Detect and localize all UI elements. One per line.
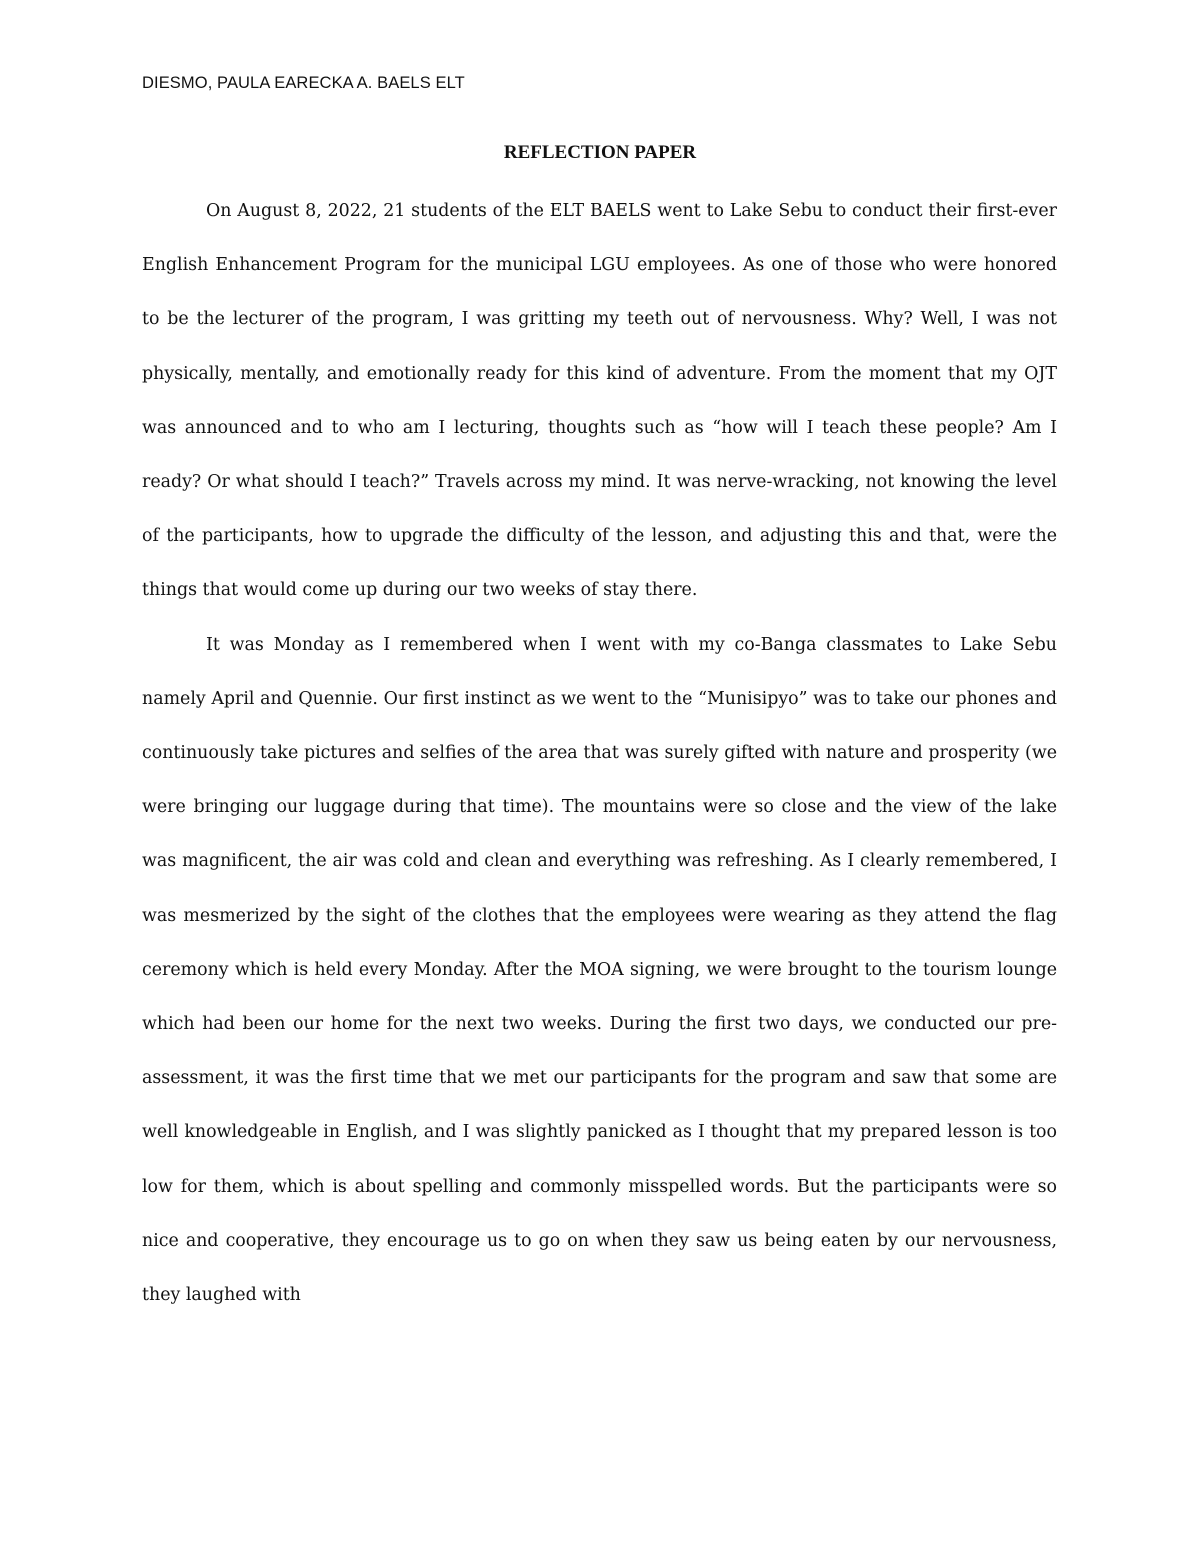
document-body [142,184,1057,1322]
paragraph-1: On August 8, 2022, 21 students of the ELT BAELS went to Lake Sebu to conduct their first-ever English Enhancement Program for the municipal LGU employees. As one of those who were honored to be the lecturer of the program, I was gritting my teeth out of nervousness. Why? Well, I was not physically, mentally, and emotionally ready for this kind of adventure. From the moment that my OJT was announced and to who am I lecturing, thoughts such as “how will I teach these people? Am I ready? Or what should I teach?” Travels across my mind. It was nerve-wracking, not knowing the level of the participants, how to upgrade the difficulty of the lesson, and adjusting this and that, were the things that would come up during our two weeks of stay there. [142,201,1057,601]
author-header: DIESMO, PAULA EARECKA A. BAELS ELT [142,74,465,92]
paragraph-2: It was Monday as I remembered when I went with my co-Banga classmates to Lake Sebu namely April and Quennie. Our first instinct as we went to the “Munisipyo” was to take our phones and continuously take pictures and selfies of the area that was surely gifted with nature and prosperity (we were bringing our luggage during that time). The mountains were so close and the view of the lake was magnificent, the air was cold and clean and everything was refreshing. As I clearly remembered, I was mesmerized by the sight of the clothes that the employees were wearing as they attend the flag ceremony which is held every Monday. After the MOA signing, we were brought to the tourism lounge which had been our home for the next two weeks. During the first two days, we conducted our pre-assessment, it was the first time that we met our participants for the program and saw that some are well knowledgeable in English, and I was slightly panicked as I thought that my prepared lesson is too low for them, which is about spelling and commonly misspelled words. But the participants were so nice and cooperative, they encourage us to go on when they saw us being eaten by our nervousness, they laughed with [142,634,1057,1306]
page-title: REFLECTION PAPER [503,142,697,163]
